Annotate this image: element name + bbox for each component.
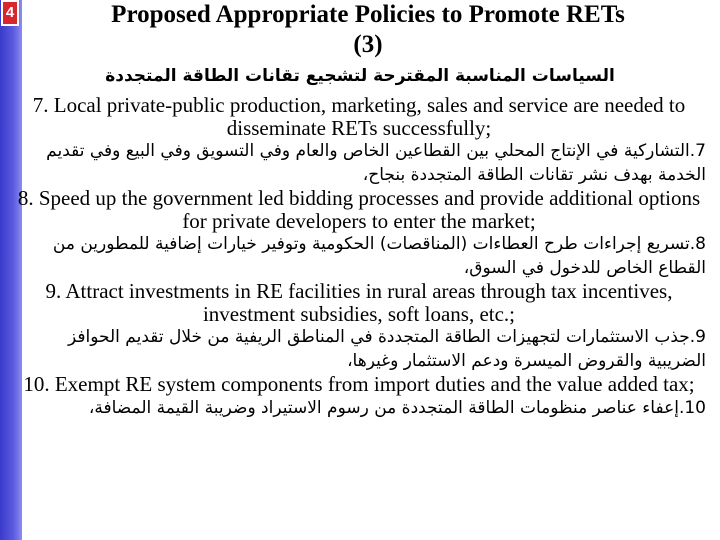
policy-item-9-en: 9. Attract investments in RE facilities in rural areas through tax incentives, investment subsidies, soft loans, etc.; — [45, 279, 673, 326]
policy-item-10-ar: 10.إعفاء عناصر منظومات الطاقة المتجددة من رسوم الاستيراد وضريبة القيمة المضافة، — [88, 397, 706, 418]
policy-item-7-ar: 7.التشاركية في الإنتاج المحلي بين القطاعين الخاص والعام وفي التسويق وفي البيع وفي تقديم الخدمة بهدف نشر تقانات الطاقة المتجددة بنجاح، — [46, 141, 706, 185]
policy-item-9-ar: 9.جذب الاستثمارات لتجهيزات الطاقة المتجددة في المناطق الريفية من خلال تقديم الحوافز الضريبية والقروض الميسرة ودعم الاستثمار وغيرها، — [68, 327, 706, 371]
policy-list — [0, 94, 720, 420]
slide-title-line2: (3) — [353, 31, 383, 58]
policy-item-8-en: 8. Speed up the government led bidding processes and provide additional options for private developers to enter the market; — [17, 186, 701, 233]
policy-item-7-en: 7. Local private-public production, marketing, sales and service are needed to disseminate RETs successfully; — [32, 93, 686, 140]
arabic-subtitle: السياسات المناسبة المقترحة لتشجيع تقانات الطاقة المتجددة — [105, 66, 615, 86]
policy-item-8-ar: 8.تسريع إجراءات طرح العطاءات (المناقصات) الحكومية وتوفير خيارات إضافية للمطورين من القطاع الخاص للدخول في السوق، — [52, 234, 706, 278]
policy-item-10-en: 10. Exempt RE system components from import duties and the value added tax; — [23, 372, 695, 396]
slide-number-badge: 4 — [3, 2, 17, 24]
slide-title — [28, 0, 708, 60]
slide-title-line1: Proposed Appropriate Policies to Promote RETs — [111, 1, 625, 28]
